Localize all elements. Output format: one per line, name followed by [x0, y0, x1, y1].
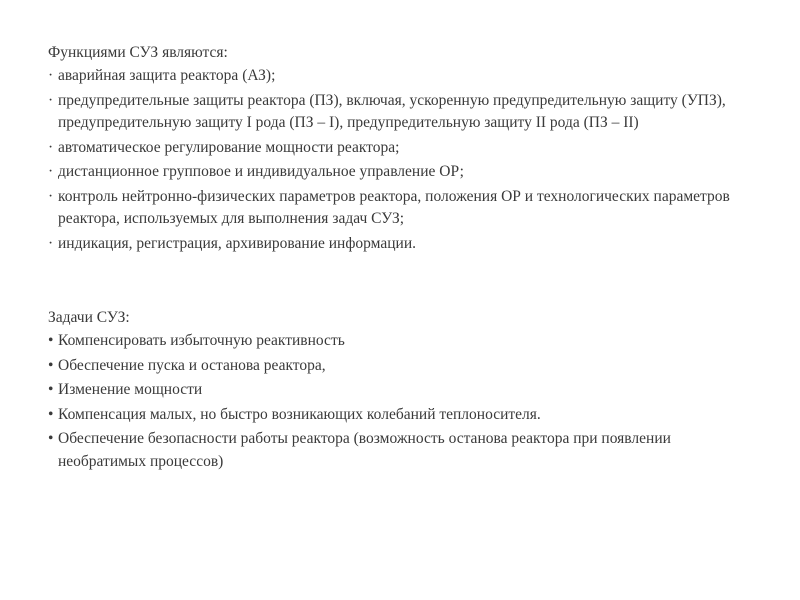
list-item-text: предупредительные защиты реактора (ПЗ), включая, ускоренную предупредительную защиту (УПЗ), предупредительную защиту I рода (ПЗ – I), предупредительную защиту II рода (ПЗ – II) [58, 91, 726, 131]
tasks-heading: Задачи СУЗ: [48, 309, 130, 326]
bullet-marker: · [48, 138, 54, 156]
list-item [48, 379, 758, 402]
list-item-text: дистанционное групповое и индивидуальное управление ОР; [58, 163, 464, 180]
functions-heading: Функциями СУЗ являются: [48, 44, 228, 61]
bullet-marker: • [48, 405, 54, 423]
bullet-marker: · [48, 67, 54, 84]
list-item-text: автоматическое регулирование мощности реактора; [58, 138, 400, 156]
list-item [48, 90, 758, 135]
bullet-marker: · [48, 187, 54, 205]
list-item [48, 186, 758, 231]
list-item [48, 137, 758, 160]
list-item [48, 330, 758, 353]
list-item-text: Изменение мощности [58, 381, 203, 398]
list-item [48, 161, 758, 184]
list-item-text: Компенсировать избыточную реактивность [58, 332, 345, 349]
bullet-marker: · [48, 91, 54, 109]
list-item [48, 233, 758, 256]
bullet-marker: • [48, 381, 54, 398]
list-item [48, 428, 758, 473]
list-item [48, 404, 758, 427]
functions-section [48, 41, 758, 257]
tasks-section [48, 306, 758, 475]
list-item-text: Обеспечение безопасности работы реактора (возможность останова реактора при появлении необратимых процессов) [58, 430, 671, 470]
bullet-marker: • [48, 430, 54, 447]
functions-list [48, 65, 758, 255]
list-item-text: Обеспечение пуска и останова реактора, [58, 356, 326, 374]
bullet-marker: · [48, 234, 54, 252]
list-item-text: Компенсация малых, но быстро возникающих колебаний теплоносителя. [58, 405, 541, 423]
bullet-marker: · [48, 163, 54, 180]
list-item [48, 65, 758, 88]
list-item-text: индикация, регистрация, архивирование информации. [58, 234, 417, 252]
list-item-text: контроль нейтронно-физических параметров реактора, положения ОР и технологических параметров реактора, используемых для выполнения задач СУЗ; [58, 187, 730, 227]
list-item-text: аварийная защита реактора (АЗ); [58, 67, 276, 84]
bullet-marker: • [48, 332, 54, 349]
bullet-marker: • [48, 356, 54, 374]
tasks-list [48, 330, 758, 473]
list-item [48, 355, 758, 378]
